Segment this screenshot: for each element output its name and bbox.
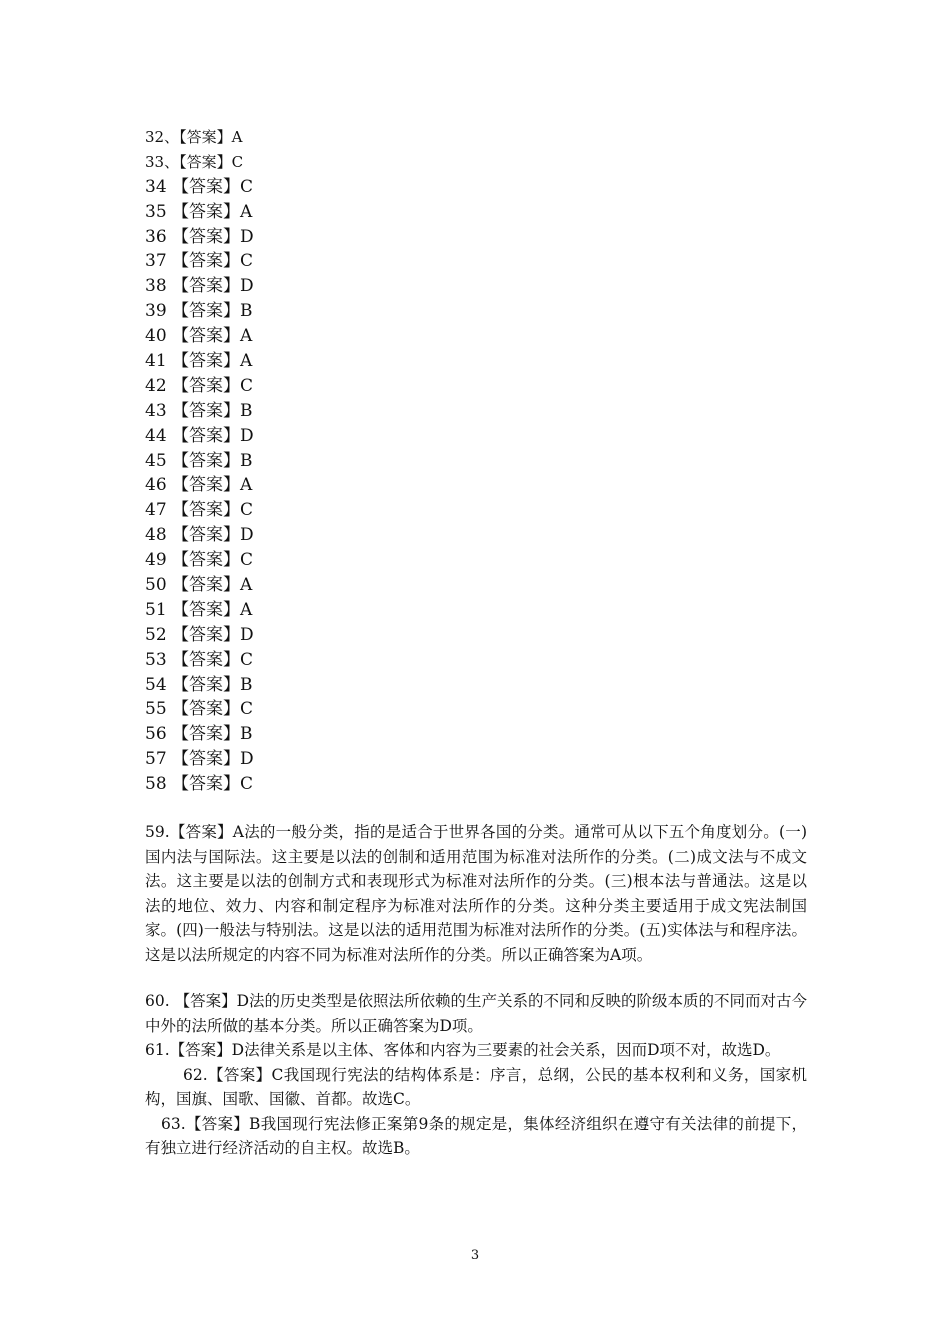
explanation-62: 62.【答案】C我国现行宪法的结构体系是：序言，总纲，公民的基本权利和义务，国家机构，国旗、国歌、国徽、首都。故选C。 [145,1065,807,1108]
answer-line: 34 【答案】C [145,176,254,197]
answer-line: 47 【答案】C [145,500,254,521]
answer-line: 37 【答案】C [145,251,254,272]
answer-line: 46 【答案】A [145,475,253,496]
answer-list [145,125,805,797]
answer-line: 38 【答案】D [145,276,254,297]
answer-line: 44 【答案】D [145,425,254,446]
answer-line: 45 【答案】B [145,450,253,471]
explanation-60: 60. 【答案】D法的历史类型是依照法所依赖的生产关系的不同和反映的阶级本质的不同而对古今中外的法所做的基本分类。所以正确答案为D项。 [145,992,808,1035]
answer-line: 50 【答案】A [145,575,253,596]
answer-line: 58 【答案】C [145,774,254,795]
answer-line: 40 【答案】A [145,326,253,347]
answer-line: 53 【答案】C [145,649,254,670]
explanations [145,820,807,1161]
answer-line: 42 【答案】C [145,375,254,396]
answer-line: 54 【答案】B [145,674,253,695]
answer-line: 36 【答案】D [145,226,254,247]
answer-line: 48 【答案】D [145,525,254,546]
answer-line: 43 【答案】B [145,400,253,421]
answer-line: 32、【答案】A [145,128,243,146]
answer-line: 52 【答案】D [145,624,254,645]
answer-line: 51 【答案】A [145,599,253,620]
explanation-61: 61.【答案】D法律关系是以主体、客体和内容为三要素的社会关系，因而D项不对，故选D。 [145,1041,781,1059]
answer-line: 56 【答案】B [145,724,253,745]
answer-line: 33、【答案】C [145,152,244,171]
answer-line: 55 【答案】C [145,699,254,720]
answer-line: 49 【答案】C [145,550,254,571]
explanation-59: 59.【答案】A法的一般分类，指的是适合于世界各国的分类。通常可从以下五个角度划分。(一)国内法与国际法。这主要是以法的创制和适用范围为标准对法所作的分类。(二)成文法与不成文法。这主要是以法的创制方式和表现形式为标准对法所作的分类。(三)根本法与普通法。这是以法的地位、效力、内容和制定程序为标准对法所作的分类。这种分类主要适用于成文宪法制国家。(四)一般法与特别法。这是以法的适用范围为标准对法所作的分类。(五)实体法与和程序法。这是以法所规定的内容不同为标准对法所作的分类。所以正确答案为A项。 [145,823,807,964]
answer-line: 39 【答案】B [145,301,253,322]
answer-line: 41 【答案】A [145,351,253,372]
explanation-63: 63.【答案】B我国现行宪法修正案第9条的规定是，集体经济组织在遵守有关法律的前提下，有独立进行经济活动的自主权。故选B。 [145,1114,807,1157]
answer-line: 35 【答案】A [145,201,253,222]
page-number: 3 [470,1248,480,1263]
answer-line: 57 【答案】D [145,749,254,770]
